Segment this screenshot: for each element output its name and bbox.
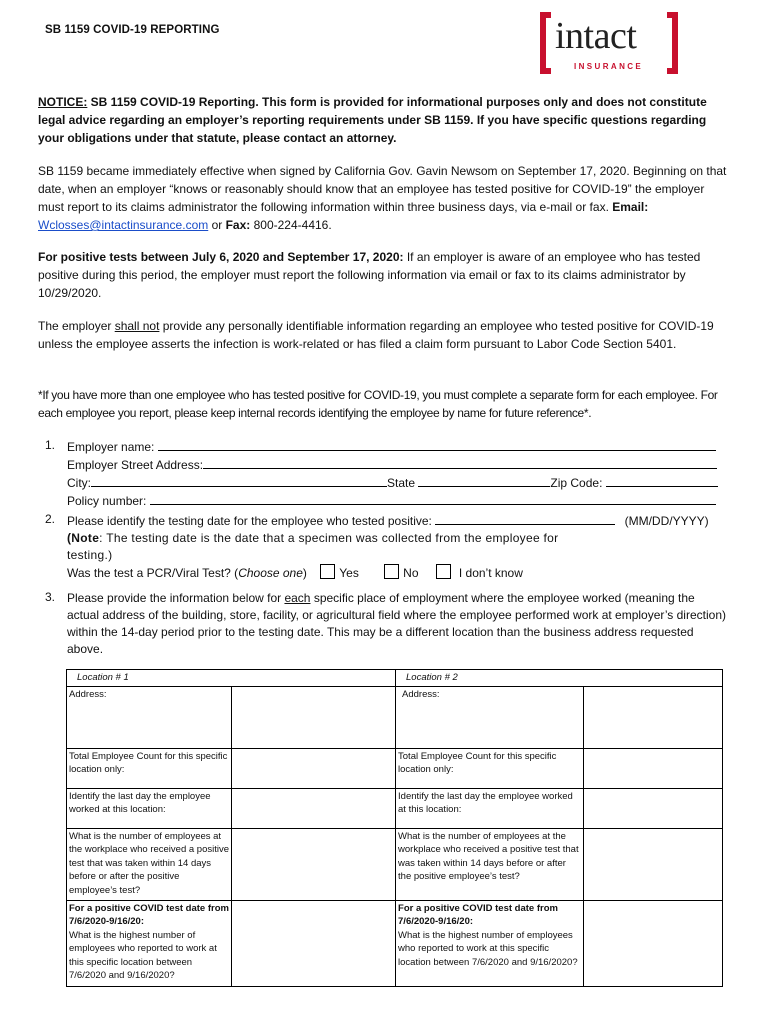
zip-label: Zip Code: — [550, 476, 603, 490]
location-1-header: Location # 1 — [67, 670, 396, 687]
positive-tests-label: For positive tests between July 6, 2020 and September 17, 2020: — [38, 250, 404, 264]
q3-post: specific place of employment where the employee worked (meaning the actual address of the building, store, facility, or agricultural field where the employee performed work at employer’s direction) within the 14-day period prior to the testing date. This may be a different location than the business address requested above. — [67, 591, 726, 656]
logo-word: intact — [555, 15, 637, 57]
highest-text-1: What is the highest number of employees who reported to work at this specific location between 7/6/2020 and 9/16/2020? — [69, 929, 217, 981]
last-day-field-1[interactable] — [232, 788, 396, 828]
pcr-close: ) — [302, 566, 307, 580]
intro-text: SB 1159 became immediately effective when signed by California Gov. Gavin Newsom on September 17, 2020. Beginning on that date, when an employer “knows or reasonably should know that an employee has tested positive for COVID-19” the employer must report to its claims administrator the following information within three business days, via e-mail or fax. — [38, 164, 727, 214]
testing-date-field[interactable] — [435, 512, 615, 525]
employer-name-field[interactable] — [158, 438, 716, 451]
q3-number: 3. — [45, 590, 56, 604]
intact-insurance-logo — [540, 12, 678, 76]
highest-label-2 — [396, 900, 584, 986]
dont-know-label: I don’t know — [458, 566, 523, 580]
date-format: (MM/DD/YYYY) — [624, 514, 709, 528]
pii-post: provide any personally identifiable information regarding an employee who tested positive for COVID-19 unless the employee asserts the infection is work-related or has filed a claim form pursuant to Labor Code Section 5401. — [38, 319, 714, 351]
logo-subtitle: INSURANCE — [574, 62, 644, 71]
range-label-1: For a positive COVID test date from 7/6/2020-9/16/20: — [69, 902, 229, 927]
highest-label-1 — [67, 900, 232, 986]
no-label: No — [403, 566, 419, 580]
address-label-2: Address: — [396, 686, 584, 748]
state-field[interactable] — [418, 474, 550, 487]
email-label: Email: — [612, 200, 649, 214]
pii-pre: The employer — [38, 319, 115, 333]
notice-paragraph — [38, 93, 730, 147]
logo-left-bracket — [540, 12, 551, 74]
highest-text-2: What is the highest number of employees who reported to work at this specific location between 7/6/2020 and 9/16/2020? — [398, 929, 578, 968]
notice-text: SB 1159 COVID-19 Reporting. This form is provided for informational purposes only and does not constitute legal advice regarding an employer’s reporting requirements under SB 1159. If you have specific questions regarding your obligations under that statute, please contact an attorney. — [38, 95, 707, 145]
location-table — [66, 669, 723, 987]
policy-field[interactable] — [150, 492, 716, 505]
employer-name-row — [67, 438, 727, 456]
policy-label: Policy number: — [67, 494, 147, 508]
num-positive-label-2: What is the number of employees at the workplace who received a positive test that was taken within 14 days before or after the positive employee’s test? — [396, 828, 584, 900]
highest-field-1[interactable] — [232, 900, 396, 986]
pcr-choose: Choose one — [238, 566, 303, 580]
street-row — [67, 456, 727, 474]
table-row — [67, 828, 723, 900]
count-label-2: Total Employee Count for this specific location only: — [396, 748, 584, 788]
q3-instructions — [67, 590, 729, 658]
yes-label: Yes — [339, 566, 359, 580]
multiple-employees-paragraph: *If you have more than one employee who has tested positive for COVID-19, you must complete a separate form for each employee. For each employee you report, please keep internal records identifying the employee by name for future reference*. — [38, 388, 718, 420]
positive-tests-text: If an employer is aware of an employee who has tested positive during this period, the employer must report the following information via email or fax to its claims administrator by 10/29/2020. — [38, 250, 701, 300]
last-day-field-2[interactable] — [584, 788, 723, 828]
note-label: Note — [71, 531, 100, 545]
table-row — [67, 900, 723, 986]
address-field-2[interactable] — [584, 686, 723, 748]
state-label: State — [387, 476, 416, 490]
q3-each: each — [284, 591, 311, 605]
pcr-question: Was the test a PCR/Viral Test? ( — [67, 566, 239, 580]
count-field-2[interactable] — [584, 748, 723, 788]
zip-field[interactable] — [606, 474, 718, 487]
city-state-zip-row — [67, 474, 727, 492]
notice-label: NOTICE: — [38, 95, 88, 109]
note-text: : The testing date is the date that a specimen was collected from the employee for testing.) — [67, 531, 559, 562]
q2-number: 2. — [45, 512, 56, 526]
count-field-1[interactable] — [232, 748, 396, 788]
count-label-1: Total Employee Count for this specific location only: — [67, 748, 232, 788]
fax-number: 800-224-4416. — [250, 218, 332, 232]
address-label-1: Address: — [67, 686, 232, 748]
table-row — [67, 670, 723, 687]
street-field[interactable] — [203, 456, 717, 469]
table-row — [67, 686, 723, 748]
table-row — [67, 748, 723, 788]
pii-shall-not: shall not — [114, 319, 160, 333]
employer-name-label: Employer name: — [67, 440, 155, 454]
pcr-row — [67, 564, 727, 582]
highest-field-2[interactable] — [584, 900, 723, 986]
address-field-1[interactable] — [232, 686, 396, 748]
num-positive-field-1[interactable] — [232, 828, 396, 900]
q1-employer-fields — [67, 438, 727, 510]
street-label: Employer Street Address: — [67, 458, 204, 472]
testing-note — [67, 530, 597, 564]
email-link[interactable]: Wclosses@intactinsurance.com — [38, 218, 209, 232]
positive-tests-paragraph — [38, 248, 730, 302]
document-title: SB 1159 COVID-19 REPORTING — [45, 24, 220, 36]
logo-right-bracket — [667, 12, 678, 74]
location-2-header: Location # 2 — [396, 670, 723, 687]
q2-testing-date — [67, 512, 727, 582]
city-label: City: — [67, 476, 91, 490]
num-positive-field-2[interactable] — [584, 828, 723, 900]
testing-date-row — [67, 512, 727, 530]
intro-paragraph — [38, 162, 730, 234]
city-field[interactable] — [91, 474, 387, 487]
range-label-2: For a positive COVID test date from 7/6/2020-9/16/20: — [398, 902, 558, 927]
policy-row — [67, 492, 727, 510]
last-day-label-1: Identify the last day the employee worked at this location: — [67, 788, 232, 828]
q1-number: 1. — [45, 438, 56, 452]
fax-label: Fax: — [225, 218, 251, 232]
pii-paragraph — [38, 317, 730, 353]
no-checkbox[interactable] — [384, 564, 399, 579]
q3-pre: Please provide the information below for — [67, 591, 285, 605]
dont-know-checkbox[interactable] — [436, 564, 451, 579]
last-day-label-2: Identify the last day the employee worked at this location: — [396, 788, 584, 828]
or-text: or — [208, 218, 226, 232]
table-row — [67, 788, 723, 828]
yes-checkbox[interactable] — [320, 564, 335, 579]
num-positive-label-1: What is the number of employees at the workplace who received a positive test that was taken within 14 days before or after the positive employee’s test? — [67, 828, 232, 900]
testing-date-label: Please identify the testing date for the employee who tested positive: — [67, 514, 432, 528]
note-open: ( — [67, 531, 72, 545]
